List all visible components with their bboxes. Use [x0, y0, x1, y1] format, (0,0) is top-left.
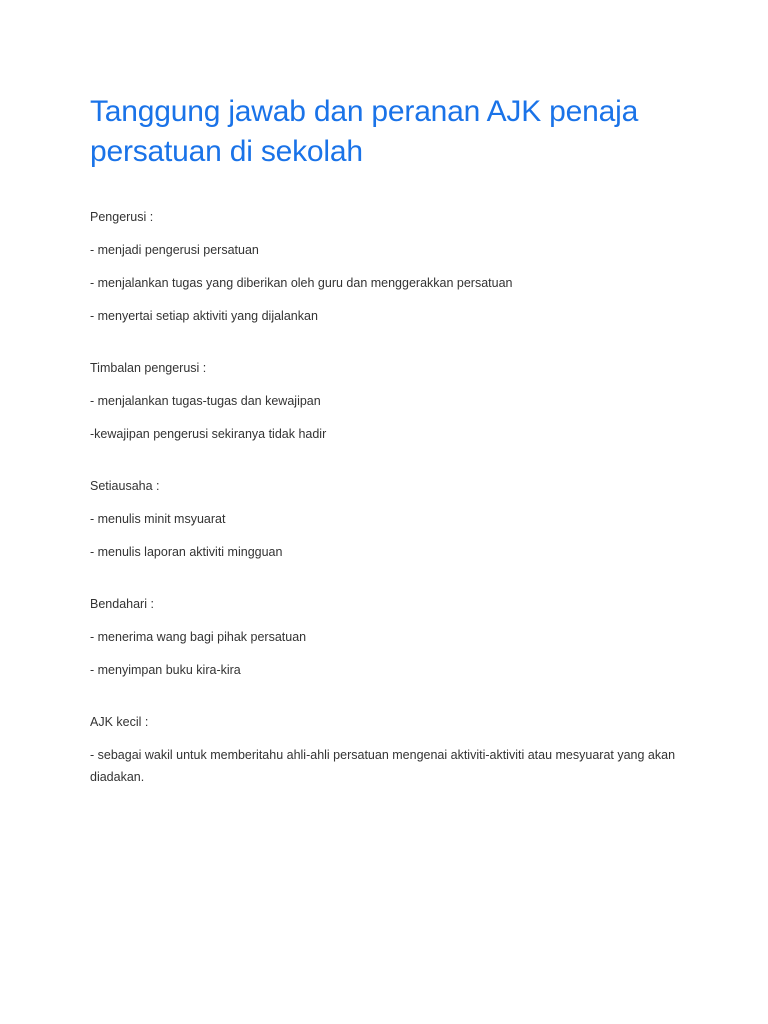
- section-label: Timbalan pengerusi :: [90, 361, 207, 375]
- list-item: - menyertai setiap aktiviti yang dijalankan: [90, 309, 318, 323]
- list-item: - menjalankan tugas-tugas dan kewajipan: [90, 394, 321, 408]
- list-item: - menyimpan buku kira-kira: [90, 663, 241, 677]
- list-item: -kewajipan pengerusi sekiranya tidak hadir: [90, 427, 327, 441]
- section-pengerusi: [90, 206, 688, 327]
- section-label: Setiausaha :: [90, 479, 160, 493]
- list-item: - menulis laporan aktiviti mingguan: [90, 545, 283, 559]
- list-item: - menerima wang bagi pihak persatuan: [90, 630, 307, 644]
- document-title: Tanggung jawab dan peranan AJK penaja persatuan di sekolah: [90, 95, 639, 168]
- list-item: - sebagai wakil untuk memberitahu ahli-ahli persatuan mengenai aktiviti-aktiviti atau mesyuarat yang akan diadakan.: [90, 748, 676, 784]
- section-label: AJK kecil :: [90, 715, 149, 729]
- section-label: Bendahari :: [90, 597, 154, 611]
- list-item: - menulis minit msyuarat: [90, 512, 226, 526]
- list-item: - menjadi pengerusi persatuan: [90, 243, 259, 257]
- section-bendahari: [90, 593, 688, 681]
- section-setiausaha: [90, 475, 688, 563]
- section-ajk-kecil: [90, 711, 688, 788]
- section-label: Pengerusi :: [90, 210, 154, 224]
- list-item: - menjalankan tugas yang diberikan oleh guru dan menggerakkan persatuan: [90, 276, 513, 290]
- section-timbalan-pengerusi: [90, 357, 688, 445]
